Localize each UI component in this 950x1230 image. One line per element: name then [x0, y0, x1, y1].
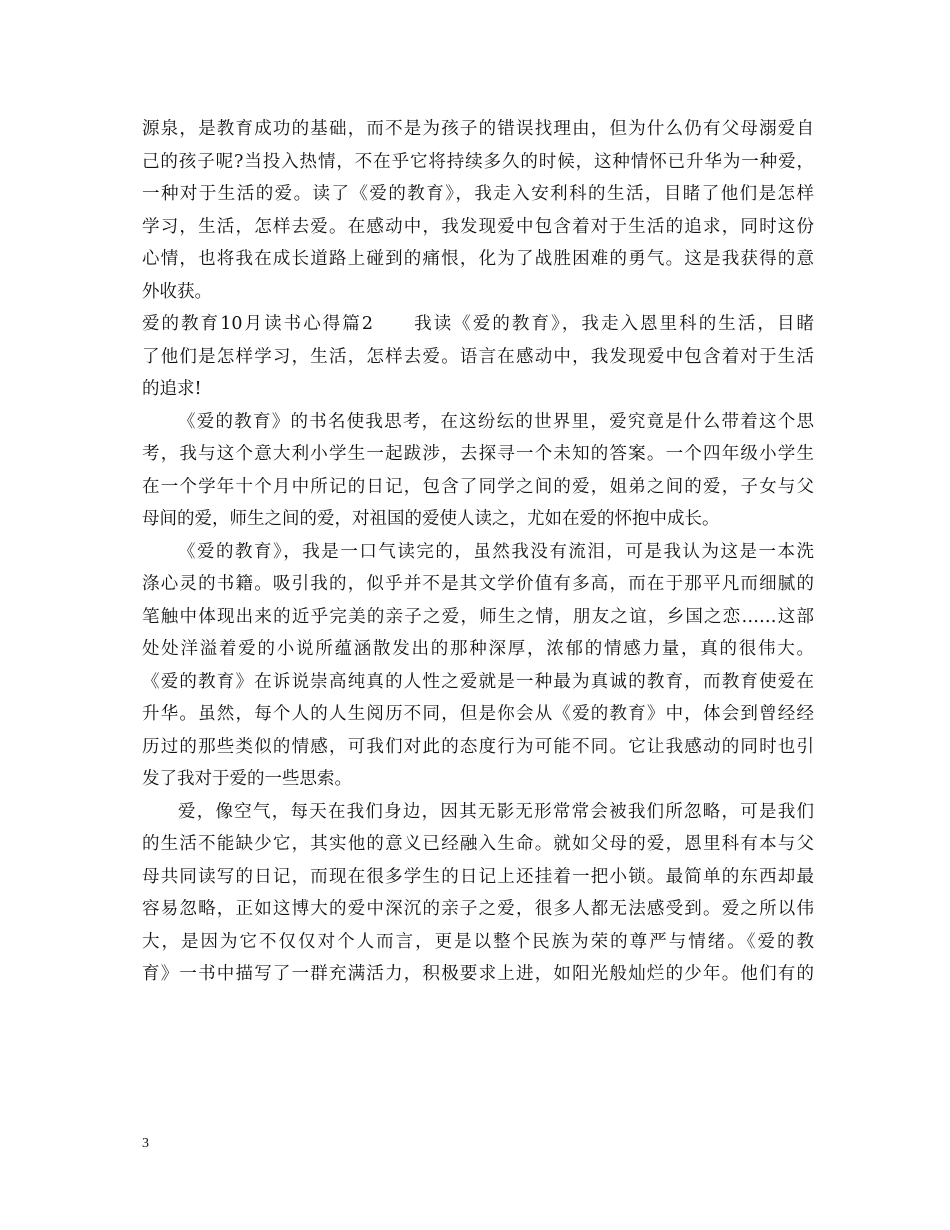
paragraph-first-line: 《爱的教育》，我是一口气读完的，虽然我没有流泪，可是我认为这是一本洗 — [178, 541, 814, 562]
text-line: 考，我与这个意大利小学生一起跋涉，去探寻一个未知的答案。一个四年级小学生 — [142, 444, 814, 464]
text-line: 发了我对于爱的一些思索。 — [142, 769, 352, 789]
text-line: 己的孩子呢?当投入热情，不在乎它将持续多久的时候，这种情怀已升华为一种爱， — [142, 151, 814, 172]
text-line: 涤心灵的书籍。吸引我的，似乎并不是其文学价值有多高，而在于那平凡而细腻的 — [142, 574, 814, 594]
text-line: 笔触中体现出来的近乎完美的亲子之爱，师生之情，朋友之谊，乡国之恋……这部 — [142, 606, 814, 627]
paragraph-first-line: 《爱的教育》的书名使我思考，在这纷纭的世界里，爱究竟是什么带着这个思 — [178, 411, 814, 432]
document-body — [142, 113, 814, 991]
text-line: 了他们是怎样学习，生活，怎样去爱。语言在感动中，我发现爱中包含着对于生活 — [142, 346, 814, 367]
text-line: 大，是因为它不仅仅对个人而言，更是以整个民族为荣的尊严与情绪。《爱的教 — [142, 931, 814, 952]
text-line: 源泉，是教育成功的基础，而不是为孩子的错误找理由，但为什么仍有父母溺爱自 — [142, 119, 814, 139]
text-line: 的生活不能缺少它，其实他的意义已经融入生命。就如父母的爱，恩里科有本与父 — [142, 834, 814, 854]
page-number: 3 — [142, 1136, 149, 1151]
text-line: 心情，也将我在成长道路上碰到的痛恨，化为了战胜困难的勇气。这是我获得的意 — [142, 249, 814, 269]
text-line: 母共同读写的日记，而现在很多学生的日记上还挂着一把小锁。最简单的东西却最 — [142, 866, 814, 887]
text-line: 《爱的教育》在诉说崇高纯真的人性之爱就是一种最为真诚的教育，而教育使爱在 — [142, 671, 814, 692]
text-line: 升华。虽然，每个人的人生阅历不同，但是你会从《爱的教育》中，体会到曾经经 — [142, 704, 814, 724]
text-line: 容易忽略，正如这博大的爱中深沉的亲子之爱，很多人都无法感受到。爱之所以伟 — [142, 899, 814, 919]
section-heading-line: 爱的教育10月读书心得篇2 我读《爱的教育》，我走入恩里科的生活，目睹 — [142, 314, 814, 334]
text-line: 处处洋溢着爱的小说所蕴涵散发出的那种深厚，浓郁的情感力量，真的很伟大。 — [142, 639, 814, 659]
text-line: 在一个学年十个月中所记的日记，包含了同学之间的爱，姐弟之间的爱，子女与父 — [142, 476, 814, 497]
text-line: 历过的那些类似的情感，可我们对此的态度行为可能不同。它让我感动的同时也引 — [142, 736, 814, 757]
text-line: 外收获。 — [142, 281, 212, 302]
text-line: 育》一书中描写了一群充满活力，积极要求上进，如阳光般灿烂的少年。他们有的 — [142, 964, 814, 984]
text-line: 学习，生活，怎样去爱。在感动中，我发现爱中包含着对于生活的追求，同时这份 — [142, 216, 814, 237]
text-line: 母间的爱，师生之间的爱，对祖国的爱使人读之，尤如在爱的怀抱中成长。 — [142, 509, 720, 529]
text-line: 的追求! — [142, 379, 202, 399]
text-line: 一种对于生活的爱。读了《爱的教育》，我走入安利科的生活，目睹了他们是怎样 — [142, 184, 814, 204]
paragraph-first-line: 爱，像空气，每天在我们身边，因其无影无形常常会被我们所忽略，可是我们 — [178, 801, 814, 822]
